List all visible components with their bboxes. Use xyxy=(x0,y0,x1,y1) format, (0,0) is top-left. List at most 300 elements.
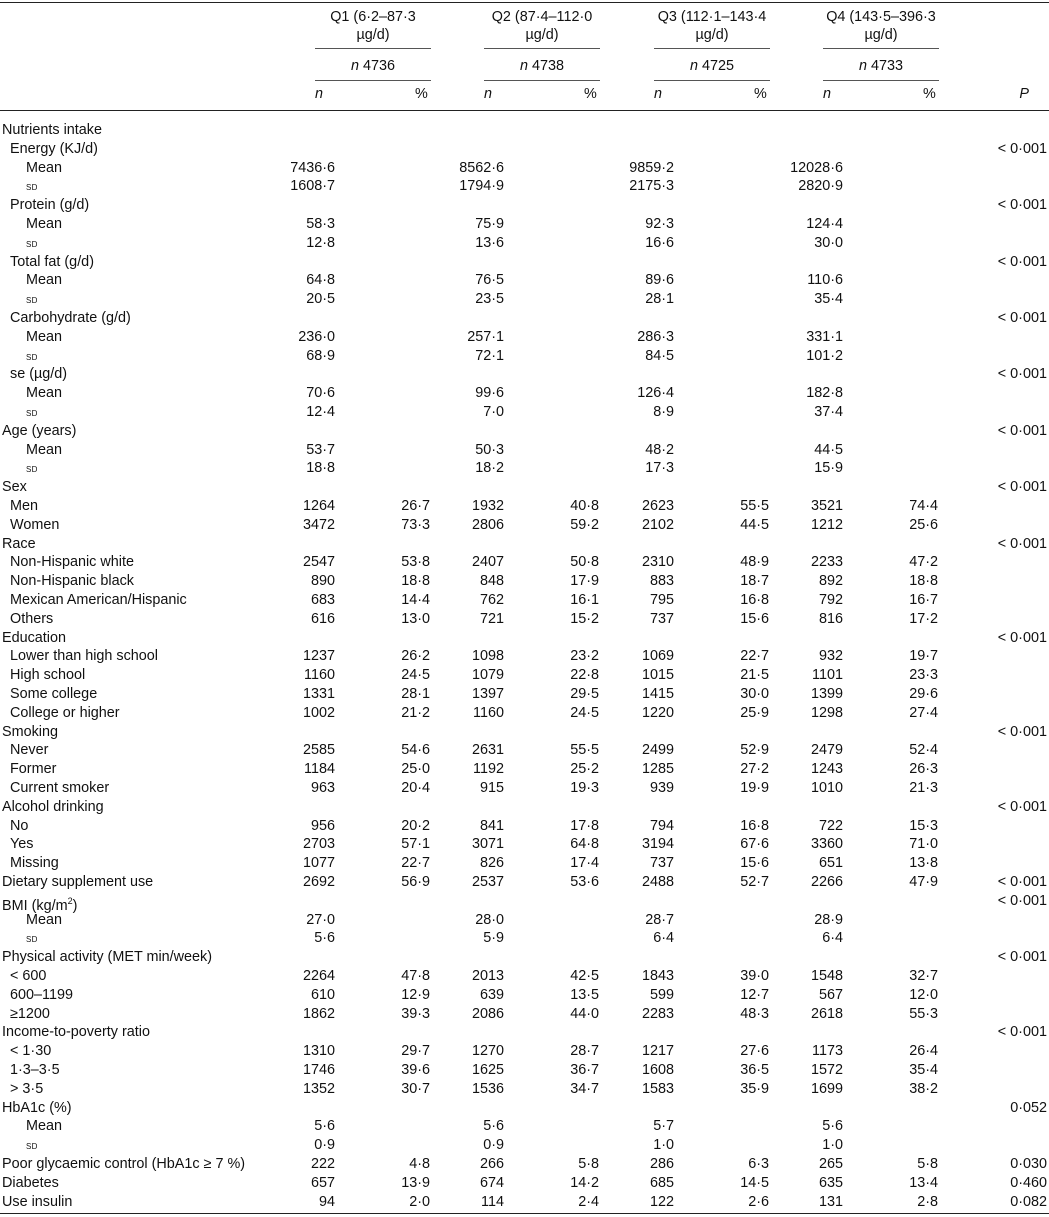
column-percent-header: % xyxy=(415,86,428,102)
cell-value: 44·5 xyxy=(814,441,843,458)
cell-value: 75·9 xyxy=(475,216,504,232)
row-label: Former xyxy=(10,761,57,778)
table-row xyxy=(0,629,1049,648)
cell-value: 27·0 xyxy=(306,911,335,928)
cell-value: 37·4 xyxy=(814,404,843,420)
quartile-n-count xyxy=(632,57,792,75)
table-row xyxy=(0,215,1049,234)
cell-percent: 14·2 xyxy=(570,1174,599,1191)
cell-value: 58·3 xyxy=(306,216,335,232)
cell-value: 651 xyxy=(818,855,843,872)
row-label: sd xyxy=(26,1138,38,1153)
table-row xyxy=(0,666,1049,685)
table-row xyxy=(0,1099,1049,1118)
cell-percent: 27·2 xyxy=(740,761,769,778)
cell-percent: 25·0 xyxy=(401,761,430,778)
cell-value: 94 xyxy=(318,1193,335,1210)
row-label: Physical activity (MET min/week) xyxy=(2,949,213,966)
p-value: < 0·001 xyxy=(997,1024,1047,1041)
cell-percent: 21·2 xyxy=(401,704,430,721)
cell-value: 826 xyxy=(479,855,504,872)
cell-percent: 39·0 xyxy=(740,968,769,984)
cell-value: 1310 xyxy=(302,1043,335,1060)
cell-value: 915 xyxy=(479,780,504,796)
table-row xyxy=(0,441,1049,460)
cell-value: 99·6 xyxy=(475,385,504,402)
p-value: < 0·001 xyxy=(997,479,1047,496)
table-row xyxy=(0,1174,1049,1193)
cell-value: 1·0 xyxy=(822,1137,843,1154)
cell-percent: 13·0 xyxy=(401,610,430,627)
cell-value: 2283 xyxy=(641,1005,674,1022)
row-label: Lower than high school xyxy=(10,648,159,665)
row-label: > 3·5 xyxy=(10,1080,44,1097)
cell-percent: 16·8 xyxy=(740,817,769,834)
cell-percent: 13·9 xyxy=(401,1174,430,1191)
cell-value: 794 xyxy=(649,817,674,834)
row-label: sd xyxy=(26,405,38,419)
cell-value: 2618 xyxy=(810,1005,843,1022)
p-value: < 0·001 xyxy=(997,140,1047,157)
row-label: Men xyxy=(10,498,38,514)
cell-percent: 18·8 xyxy=(909,573,938,590)
cell-percent: 21·5 xyxy=(740,667,769,684)
cell-percent: 38·2 xyxy=(909,1080,938,1097)
cell-value: 9859·2 xyxy=(629,159,674,176)
quartile-range-line1: Q2 (87·4–112·0 xyxy=(491,9,593,25)
cell-value: 53·7 xyxy=(306,441,335,458)
cell-value: 286 xyxy=(649,1156,674,1172)
cell-value: 1608 xyxy=(641,1062,674,1078)
cell-value: 2310 xyxy=(641,554,674,571)
cell-percent: 29·5 xyxy=(570,686,599,702)
row-label: High school xyxy=(10,667,86,684)
cell-value: 683 xyxy=(310,592,335,608)
row-label: Dietary supplement use xyxy=(2,874,154,890)
quartile-rule-bottom xyxy=(484,80,600,81)
cell-value: 70·6 xyxy=(306,385,335,402)
quartile-header-3 xyxy=(632,8,792,44)
cell-value: 5·6 xyxy=(314,930,335,947)
table-row xyxy=(0,704,1049,723)
table-row xyxy=(0,1042,1049,1061)
cell-percent: 20·4 xyxy=(401,780,430,796)
cell-value: 2479 xyxy=(810,742,843,759)
row-label: Use insulin xyxy=(2,1193,73,1210)
row-label: sd xyxy=(26,292,38,307)
cell-value: 0·9 xyxy=(483,1137,504,1154)
cell-value: 1572 xyxy=(810,1062,843,1078)
cell-value: 126·4 xyxy=(637,385,674,402)
cell-percent: 48·3 xyxy=(740,1005,769,1022)
cell-percent: 28·7 xyxy=(570,1043,599,1060)
quartile-range-line2: µg/d) xyxy=(356,27,390,43)
row-label: Missing xyxy=(10,855,59,872)
cell-value: 2806 xyxy=(471,516,504,533)
cell-percent: 23·3 xyxy=(909,667,938,684)
table-row xyxy=(0,685,1049,704)
cell-percent: 44·0 xyxy=(570,1005,599,1022)
cell-percent: 26·7 xyxy=(401,498,430,514)
table-row xyxy=(0,516,1049,535)
cell-value: 599 xyxy=(649,986,674,1003)
table-row xyxy=(0,535,1049,554)
table-row xyxy=(0,986,1049,1005)
table-row xyxy=(0,459,1049,478)
table-row xyxy=(0,741,1049,760)
row-label: Total fat (g/d) xyxy=(10,253,94,270)
p-value: < 0·001 xyxy=(997,892,1047,909)
row-label: < 1·30 xyxy=(10,1043,52,1060)
cell-percent: 36·5 xyxy=(740,1062,769,1078)
row-label: Yes xyxy=(10,836,34,853)
cell-value: 18·8 xyxy=(306,460,335,477)
cell-value: 674 xyxy=(479,1174,504,1191)
cell-value: 5·7 xyxy=(653,1118,674,1135)
table-row xyxy=(0,140,1049,159)
cell-percent: 55·5 xyxy=(740,498,769,514)
cell-percent: 19·9 xyxy=(740,780,769,796)
n-value: 4738 xyxy=(528,58,565,74)
cell-value: 101·2 xyxy=(806,347,843,364)
row-label: sd xyxy=(26,931,38,946)
cell-value: 1415 xyxy=(641,686,674,702)
cell-value: 1536 xyxy=(471,1080,504,1097)
table-row xyxy=(0,365,1049,384)
table-row xyxy=(0,929,1049,948)
row-label: Some college xyxy=(10,686,98,702)
cell-percent: 15·6 xyxy=(740,855,769,872)
cell-value: 2102 xyxy=(641,516,674,533)
cell-value: 6·4 xyxy=(822,930,843,947)
cell-percent: 32·7 xyxy=(909,968,938,984)
cell-percent: 2·0 xyxy=(409,1193,430,1210)
row-label: Mexican American/Hispanic xyxy=(10,592,187,608)
cell-value: 2585 xyxy=(302,742,335,759)
cell-value: 3360 xyxy=(810,836,843,853)
column-p-header: P xyxy=(1019,86,1029,102)
cell-percent: 57·1 xyxy=(401,836,430,853)
p-value: < 0·001 xyxy=(997,253,1047,270)
row-label: 1·3–3·5 xyxy=(10,1062,60,1078)
cell-value: 64·8 xyxy=(306,272,335,289)
p-value: 0·460 xyxy=(1010,1174,1047,1191)
cell-percent: 47·2 xyxy=(909,554,938,571)
p-value: 0·082 xyxy=(1010,1193,1047,1210)
quartile-range-line2: µg/d) xyxy=(695,27,729,43)
cell-value: 68·9 xyxy=(306,347,335,364)
cell-value: 1746 xyxy=(302,1062,335,1078)
table-row xyxy=(0,647,1049,666)
cell-value: 12·4 xyxy=(306,404,335,420)
cell-value: 124·4 xyxy=(806,216,843,232)
p-value: < 0·001 xyxy=(997,629,1047,646)
cell-percent: 47·8 xyxy=(401,968,430,984)
cell-percent: 2·6 xyxy=(748,1193,769,1210)
p-value: < 0·001 xyxy=(997,422,1047,439)
cell-value: 18·2 xyxy=(475,460,504,477)
cell-value: 89·6 xyxy=(645,272,674,289)
cell-value: 5·6 xyxy=(483,1118,504,1135)
cell-value: 2264 xyxy=(302,968,335,984)
p-value: 0·030 xyxy=(1010,1156,1047,1172)
cell-percent: 40·8 xyxy=(570,498,599,514)
table-row xyxy=(0,328,1049,347)
top-rule xyxy=(0,2,1049,3)
cell-value: 639 xyxy=(479,986,504,1003)
cell-value: 20·5 xyxy=(306,291,335,308)
cell-value: 1331 xyxy=(302,686,335,702)
cell-value: 2703 xyxy=(302,836,335,853)
table-row xyxy=(0,1117,1049,1136)
cell-value: 16·6 xyxy=(645,234,674,251)
cell-value: 1·0 xyxy=(653,1137,674,1154)
n-value: 4725 xyxy=(698,58,735,74)
cell-value: 816 xyxy=(818,610,843,627)
quartile-n-count xyxy=(293,57,453,75)
cell-percent: 16·7 xyxy=(909,592,938,608)
cell-value: 1270 xyxy=(471,1043,504,1060)
table-row xyxy=(0,234,1049,253)
cell-value: 0·9 xyxy=(314,1137,335,1154)
cell-value: 1098 xyxy=(471,648,504,665)
cell-value: 890 xyxy=(310,573,335,590)
table-row xyxy=(0,911,1049,930)
cell-percent: 54·6 xyxy=(401,742,430,759)
cell-value: 792 xyxy=(818,592,843,608)
cell-value: 956 xyxy=(310,817,335,834)
table-row xyxy=(0,873,1049,892)
cell-value: 3194 xyxy=(641,836,674,853)
cell-value: 35·4 xyxy=(814,291,843,308)
header-bottom-rule xyxy=(0,110,1049,111)
quartile-header-2 xyxy=(462,8,622,44)
cell-percent: 56·9 xyxy=(401,874,430,890)
cell-value: 1243 xyxy=(810,761,843,778)
cell-value: 1192 xyxy=(473,761,504,778)
cell-value: 1220 xyxy=(641,704,674,721)
row-label: Never xyxy=(10,742,49,759)
cell-percent: 64·8 xyxy=(570,836,599,853)
cell-value: 657 xyxy=(310,1174,335,1191)
cell-value: 2407 xyxy=(471,554,504,571)
cell-percent: 26·4 xyxy=(909,1043,938,1060)
cell-percent: 12·9 xyxy=(401,986,430,1003)
table-row xyxy=(0,422,1049,441)
cell-value: 114 xyxy=(481,1193,504,1210)
column-n-header: n xyxy=(823,86,832,102)
cell-percent: 55·3 xyxy=(909,1005,938,1022)
cell-value: 1285 xyxy=(641,761,674,778)
cell-value: 1015 xyxy=(641,667,674,684)
p-value: < 0·001 xyxy=(997,366,1047,383)
cell-percent: 27·6 xyxy=(740,1043,769,1060)
cell-percent: 35·4 xyxy=(909,1062,938,1078)
table-row xyxy=(0,798,1049,817)
cell-value: 28·0 xyxy=(475,911,504,928)
row-label: Mean xyxy=(26,911,62,928)
n-label: n xyxy=(350,58,359,74)
cell-value: 1397 xyxy=(471,686,504,702)
row-label: Protein (g/d) xyxy=(10,197,90,214)
cell-percent: 53·8 xyxy=(401,554,430,571)
cell-percent: 25·2 xyxy=(570,761,599,778)
cell-value: 76·5 xyxy=(475,272,504,289)
table-row xyxy=(0,817,1049,836)
cell-percent: 20·2 xyxy=(401,817,430,834)
cell-percent: 12·7 xyxy=(740,986,769,1003)
cell-percent: 55·5 xyxy=(570,742,599,759)
table-row xyxy=(0,1061,1049,1080)
row-label: Energy (KJ/d) xyxy=(10,140,98,157)
table-row xyxy=(0,1155,1049,1174)
row-label: Poor glycaemic control (HbA1c ≥ 7 %) xyxy=(2,1156,246,1172)
cell-percent: 52·7 xyxy=(740,874,769,890)
quartile-rule-top xyxy=(484,48,600,49)
cell-value: 12·8 xyxy=(306,234,335,251)
cell-value: 1264 xyxy=(302,498,335,514)
row-label: Mean xyxy=(26,159,62,176)
row-label: Race xyxy=(2,535,36,552)
cell-percent: 2·4 xyxy=(578,1193,599,1210)
cell-value: 8562·6 xyxy=(459,159,504,176)
p-value: < 0·001 xyxy=(997,535,1047,552)
cell-percent: 22·7 xyxy=(740,648,769,665)
table-row xyxy=(0,854,1049,873)
cell-percent: 39·6 xyxy=(401,1062,430,1078)
cell-value: 721 xyxy=(479,610,504,627)
cell-value: 7·0 xyxy=(483,404,504,420)
table-row xyxy=(0,253,1049,272)
row-label: Non-Hispanic black xyxy=(10,573,134,590)
row-label: BMI $(kg/m^2)$ xyxy=(2,895,78,914)
row-label: Non-Hispanic white xyxy=(10,554,134,571)
cell-percent: 2·8 xyxy=(917,1193,938,1210)
cell-value: 331·1 xyxy=(806,328,843,345)
p-value: < 0·001 xyxy=(997,723,1047,740)
p-value: < 0·001 xyxy=(997,798,1047,815)
quartile-rule-bottom xyxy=(315,80,431,81)
cell-value: 567 xyxy=(818,986,843,1003)
cell-value: 892 xyxy=(818,573,843,590)
row-label: College or higher xyxy=(10,704,120,721)
cell-value: 222 xyxy=(310,1156,335,1172)
cell-value: 3071 xyxy=(471,836,504,853)
quartile-range-line1: Q1 (6·2–87·3 xyxy=(330,9,416,25)
cell-percent: 74·4 xyxy=(909,498,938,514)
cell-value: 1352 xyxy=(302,1080,335,1097)
table-row xyxy=(0,403,1049,422)
cell-percent: 5·8 xyxy=(917,1156,938,1172)
cell-value: 131 xyxy=(818,1193,843,1210)
row-label: se (µg/d) xyxy=(10,366,68,383)
quartile-n-count xyxy=(462,57,622,75)
cell-value: 2499 xyxy=(641,742,674,759)
table-row xyxy=(0,835,1049,854)
cell-value: 2692 xyxy=(302,874,335,890)
row-label: Smoking xyxy=(2,723,58,740)
cell-percent: 5·8 xyxy=(578,1156,599,1172)
cell-percent: 17·8 xyxy=(570,817,599,834)
row-label: 600–1199 xyxy=(10,986,73,1003)
cell-percent: 26·3 xyxy=(909,761,938,778)
cell-value: 5·6 xyxy=(314,1118,335,1135)
quartile-rule-top xyxy=(315,48,431,49)
table-row xyxy=(0,121,1049,140)
cell-value: 737 xyxy=(649,610,674,627)
cell-value: 932 xyxy=(818,648,843,665)
cell-percent: 19·3 xyxy=(570,780,599,796)
quartile-rule-bottom xyxy=(654,80,770,81)
cell-value: 7436·6 xyxy=(290,159,335,176)
cell-percent: 13·4 xyxy=(909,1174,938,1191)
cell-percent: 14·5 xyxy=(740,1174,769,1191)
cell-percent: 28·1 xyxy=(401,686,430,702)
cell-percent: 19·7 xyxy=(909,648,938,665)
cell-value: 1212 xyxy=(810,516,843,533)
p-value: < 0·001 xyxy=(997,949,1047,966)
cell-value: 72·1 xyxy=(475,347,504,364)
row-label: Women xyxy=(10,516,60,533)
row-label: Education xyxy=(2,629,67,646)
cell-value: 6·4 xyxy=(653,930,674,947)
cell-value: 2175·3 xyxy=(629,178,674,195)
cell-value: 722 xyxy=(818,817,843,834)
cell-value: 883 xyxy=(649,573,674,590)
cell-value: 50·3 xyxy=(475,441,504,458)
table-row xyxy=(0,779,1049,798)
cell-percent: 22·8 xyxy=(570,667,599,684)
cell-percent: 67·6 xyxy=(740,836,769,853)
row-label: HbA1c (%) xyxy=(2,1099,72,1116)
cell-percent: 39·3 xyxy=(401,1005,430,1022)
cell-percent: 30·0 xyxy=(740,686,769,702)
row-label: Mean xyxy=(26,328,62,345)
cell-value: 1160 xyxy=(473,704,504,721)
cell-value: 2086 xyxy=(471,1005,504,1022)
cell-value: 616 xyxy=(310,610,335,627)
cell-value: 23·5 xyxy=(475,291,504,308)
table-row xyxy=(0,760,1049,779)
superscript: 2 xyxy=(67,895,73,906)
cell-value: 1583 xyxy=(641,1080,674,1097)
column-n-header: n xyxy=(654,86,663,102)
cell-percent: 42·5 xyxy=(570,968,599,984)
cell-value: 2820·9 xyxy=(798,178,843,195)
table-row xyxy=(0,591,1049,610)
table-row xyxy=(0,1005,1049,1024)
cell-percent: 16·8 xyxy=(740,592,769,608)
row-label: Others xyxy=(10,610,54,627)
row-label: sd xyxy=(26,348,38,363)
cell-value: 266 xyxy=(479,1156,504,1172)
cell-value: 737 xyxy=(649,855,674,872)
cell-value: 1843 xyxy=(641,968,674,984)
cell-percent: 16·1 xyxy=(570,592,599,608)
row-label: Mean xyxy=(26,216,62,232)
cell-value: 28·1 xyxy=(645,291,674,308)
n-value: 4736 xyxy=(359,58,396,74)
quartile-header-4 xyxy=(801,8,961,44)
cell-percent: 53·6 xyxy=(570,874,599,890)
n-label: n xyxy=(858,58,867,74)
cell-value: 3521 xyxy=(810,498,843,514)
row-label: Age (years) xyxy=(2,422,77,439)
cell-value: 5·6 xyxy=(822,1118,843,1135)
cell-percent: 14·4 xyxy=(401,592,430,608)
cell-value: 1399 xyxy=(810,686,843,702)
n-label: n xyxy=(689,58,698,74)
